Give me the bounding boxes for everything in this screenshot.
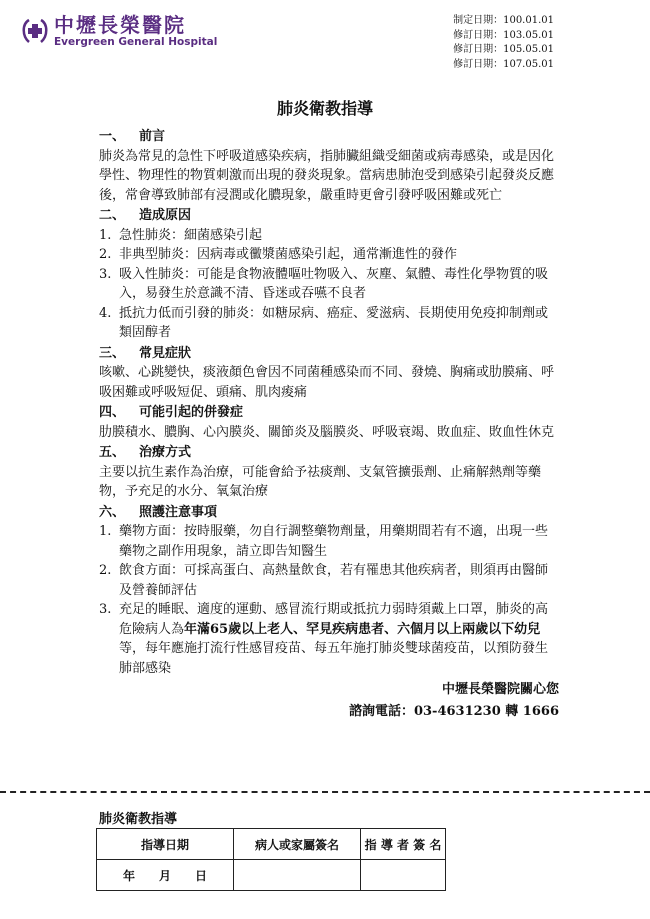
header-guidance-date: 指導日期 — [97, 829, 234, 860]
hospital-cross-icon — [20, 16, 50, 46]
section-text: 肺炎為常見的急性下呼吸道感染疾病，指肺臟組織受細菌或病毒感染，或是因化學性、物理性的物質刺激而出現的發炎現象。當病患肺泡受到感染引起發炎反應後，常會導致肺部有浸潤或化膿現象，嚴重時更會引發呼吸困難或死亡 — [99, 148, 555, 203]
section-heading: 三、 常見症狀 — [99, 345, 192, 361]
section-text: 咳嗽、心跳變快，痰液顏色會因不同菌種感染而不同、發燒、胸痛或肋膜痛、呼吸困難或呼吸短促、頭痛、肌肉痠痛 — [99, 365, 555, 400]
header-patient-signature: 病人或家屬簽名 — [234, 829, 361, 860]
list-item: 2. 飲食方面：可採高蛋白、高熱量飲食，若有罹患其他疾病者，則須再由醫師及營養師評估 — [99, 563, 549, 598]
list-item: 4. 抵抗力低而引發的肺炎：如糖尿病、癌症、愛滋病、長期使用免疫抑制劑或類固醇者 — [99, 305, 549, 340]
list-item: 1. 急性肺炎：細菌感染引起 — [99, 227, 263, 243]
form-title: 肺炎衛教指導 — [99, 812, 178, 827]
instructor-signature-cell — [361, 860, 446, 891]
list-item: 3. 吸入性肺炎：可能是食物液體嘔吐物吸入、灰塵、氣體、毒性化學物質的吸入，易發生於意識不清、昏迷或吞嚥不良者 — [99, 266, 549, 301]
patient-signature-cell — [234, 860, 361, 891]
section-text: 主要以抗生素作為治療，可能會給予祛痰劑、支氣管擴張劑、止痛解熱劑等藥物，予充足的水分、氧氣治療 — [99, 464, 542, 499]
date-cell: 年 月 日 — [97, 860, 234, 891]
consult-phone: 諮詢電話：03-4631230 轉 1666 — [348, 703, 559, 719]
page-title: 肺炎衛教指導 — [276, 99, 373, 118]
high-risk-groups: 年滿65歲以上老人、罕見疾病患者、六個月以上兩歲以下幼兒 — [184, 621, 541, 637]
hospital-logo — [20, 14, 217, 48]
section-heading: 四、 可能引起的併發症 — [99, 405, 244, 420]
date-revised-1: 修訂日期：103.05.01 — [453, 29, 554, 41]
hospital-signoff: 中壢長榮醫院關心您 — [441, 682, 559, 697]
logo-chinese-name: 中壢長榮醫院 — [54, 13, 186, 37]
section-heading: 一、 前言 — [99, 129, 166, 144]
date-revised-3: 修訂日期：107.05.01 — [453, 58, 554, 70]
section-heading: 五、 治療方式 — [99, 445, 192, 460]
section-heading: 六、 照護注意事項 — [99, 504, 218, 520]
list-item: 3. 充足的睡眠、適度的運動、感冒流行期或抵抗力弱時須戴上口罩，肺炎的高危險病人為年滿65歲以上老人、罕見疾病患者、六個月以上兩歲以下幼兒等，每年應施打流行性感冒疫苗、每五年施打肺炎雙球菌疫苗，以預防發生肺部感染 — [99, 602, 549, 676]
list-item: 1. 藥物方面：按時服藥，勿自行調整藥物劑量，用藥期間若有不適，出現一些藥物之副作用現象，請立即告知醫生 — [99, 524, 549, 559]
date-revised-2: 修訂日期：105.05.01 — [453, 44, 554, 55]
section-text: 肋膜積水、膿胸、心內膜炎、關節炎及腦膜炎、呼吸衰竭、敗血症、敗血性休克 — [99, 424, 555, 440]
signature-table — [96, 828, 446, 891]
cut-line — [0, 791, 650, 793]
date-established: 制定日期：100.01.01 — [453, 15, 554, 26]
section-heading: 二、 造成原因 — [99, 208, 192, 223]
list-item: 2. 非典型肺炎：因病毒或黴漿菌感染引起，通常漸進性的發作 — [99, 247, 458, 262]
logo-english-name: Evergreen General Hospital — [54, 36, 218, 48]
revision-dates — [453, 14, 554, 72]
header-instructor-signature: 指 導 者 簽 名 — [361, 829, 446, 860]
document-body — [99, 126, 559, 721]
